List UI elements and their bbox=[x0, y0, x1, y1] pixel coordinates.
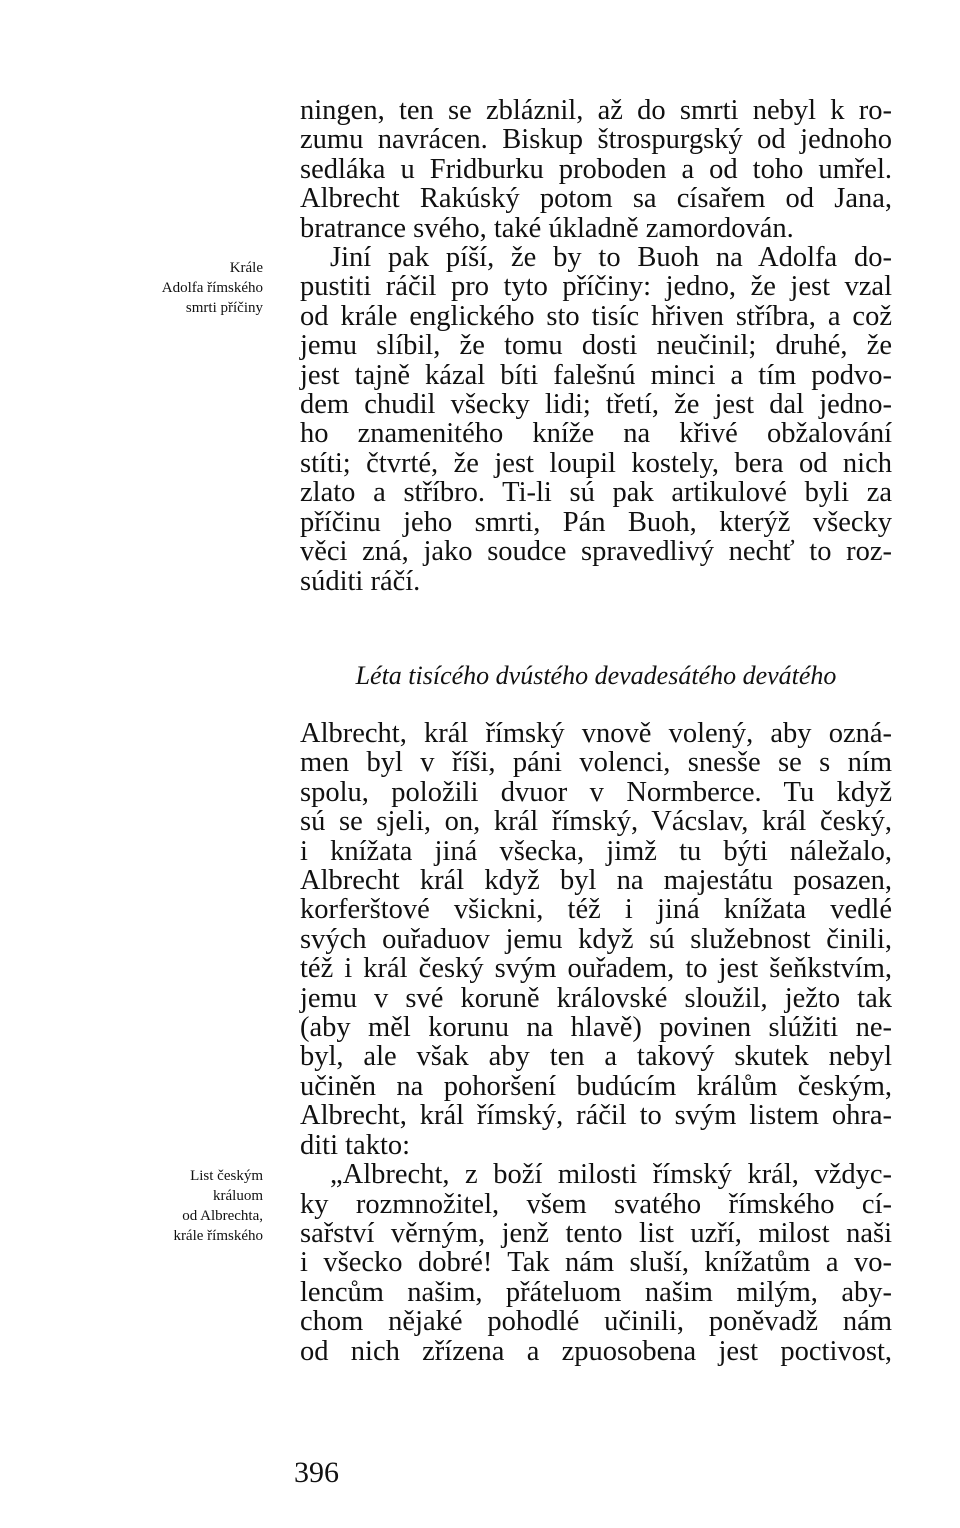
text-line: jest tajně kázal bíti falešnú minci a tím podvo- bbox=[300, 359, 892, 391]
margin-note-line: Krále bbox=[229, 260, 263, 276]
text-line: zlato a stříbro. Ti-li sú pak artikulové byli za bbox=[300, 477, 892, 509]
text-line: jemu slíbil, že tomu dosti neučinil; druhé, že bbox=[300, 330, 892, 362]
paragraph-block-2 bbox=[300, 719, 892, 1366]
text-line: ningen, ten se zbláznil, až do smrti nebyl k ro- bbox=[300, 95, 892, 126]
text-line: Albrecht, král římský vnově volený, aby ozná- bbox=[300, 718, 892, 749]
text-line: pustiti ráčil pro tyto příčiny: jedno, že jest vzal bbox=[300, 271, 892, 303]
text-line: též i král český svým ouřadem, to jest šeňkstvím, bbox=[300, 953, 892, 985]
text-line: jemu v své koruně královské sloužil, ježto tak bbox=[300, 982, 892, 1014]
text-line: i knížata jiná všecka, jimž tu býti náležalo, bbox=[300, 835, 892, 867]
text-line: i všecko dobré! Tak nám sluší, knížatům a vo- bbox=[300, 1247, 892, 1279]
text-line: od krále englického sto tisíc hřiven stříbra, a což bbox=[300, 300, 892, 332]
text-line: učiněn na pohoršení budúcím králům českým, bbox=[300, 1070, 892, 1102]
text-line: diti takto: bbox=[300, 1129, 411, 1161]
text-line: men byl v říši, páni volenci, snesše se s ním bbox=[300, 747, 892, 779]
text-line: (aby měl korunu na hlavě) povinen slúžiti ne- bbox=[300, 1012, 892, 1044]
text-line: sedláka u Fridburku proboden a od toho umřel. bbox=[300, 153, 892, 185]
section-heading: Léta tisícého dvústého devadesátého devátého bbox=[355, 661, 837, 690]
text-line: súditi ráčí. bbox=[300, 565, 421, 597]
text-line: ky rozmnožitel, všem svatého římského cí- bbox=[300, 1188, 892, 1220]
text-line: příčinu jeho smrti, Pán Buoh, kterýž všecky bbox=[300, 506, 892, 538]
margin-note-line: smrti příčiny bbox=[185, 300, 263, 316]
margin-note-letter-to-czech-kings bbox=[173, 1166, 263, 1246]
text-line: lencům našim, přáteluom našim milým, aby- bbox=[300, 1276, 892, 1308]
text-line: Albrecht král když byl na majestátu posazen, bbox=[300, 865, 892, 897]
text-line: bratrance svého, také úkladně zamordován. bbox=[300, 212, 794, 244]
text-line: Albrecht, král římský, ráčil to svým listem ohra- bbox=[300, 1100, 892, 1132]
paragraph-block-1 bbox=[300, 96, 892, 596]
text-line: dem chudil všecky lidi; třetí, že jest dal jedno- bbox=[300, 389, 892, 421]
margin-note-line: List českým bbox=[190, 1168, 263, 1184]
text-line: ho znamenitého kníže na křivé obžalování bbox=[300, 418, 892, 450]
margin-note-line: králuom bbox=[213, 1188, 263, 1204]
page-number: 396 bbox=[294, 1456, 339, 1489]
margin-note-line: Adolfa římského bbox=[161, 280, 263, 296]
margin-note-line: od Albrechta, bbox=[182, 1208, 263, 1224]
text-line: svých ouřaduov jemu když sú služebnost činili, bbox=[300, 923, 892, 955]
text-line: „Albrecht, z boží milosti římský král, vždyc- bbox=[330, 1159, 892, 1191]
text-line: stíti; čtvrté, že jest loupil kostely, bera od nich bbox=[300, 447, 892, 479]
text-line: od nich zřízena a zpuosobena jest poctivost, bbox=[300, 1335, 892, 1367]
text-line: věci zná, jako soudce spravedlivý nechť to roz- bbox=[300, 536, 892, 568]
margin-note-adolf-death-causes bbox=[162, 258, 263, 318]
text-line: chom nějaké pohodlé učinili, poněvadž nám bbox=[300, 1306, 892, 1338]
text-line: zumu navrácen. Biskup štrospurgský od jednoho bbox=[300, 124, 892, 156]
text-line: Jiní pak píší, že by to Buoh na Adolfa do- bbox=[330, 242, 892, 274]
text-line: sú se sjeli, on, král římský, Vácslav, král český, bbox=[300, 806, 892, 838]
margin-note-line: krále římského bbox=[173, 1228, 263, 1244]
text-line: sařství věrným, jenž tento list uzří, milost naši bbox=[300, 1217, 892, 1249]
text-line: Albrecht Rakúský potom sa císařem od Jana, bbox=[300, 183, 892, 215]
text-line: byl, ale však aby ten a takový skutek nebyl bbox=[300, 1041, 892, 1073]
text-line: spolu, položili dvuor v Normberce. Tu když bbox=[300, 776, 892, 808]
text-line: korferštové všickni, též i jiná knížata vedlé bbox=[300, 894, 892, 926]
